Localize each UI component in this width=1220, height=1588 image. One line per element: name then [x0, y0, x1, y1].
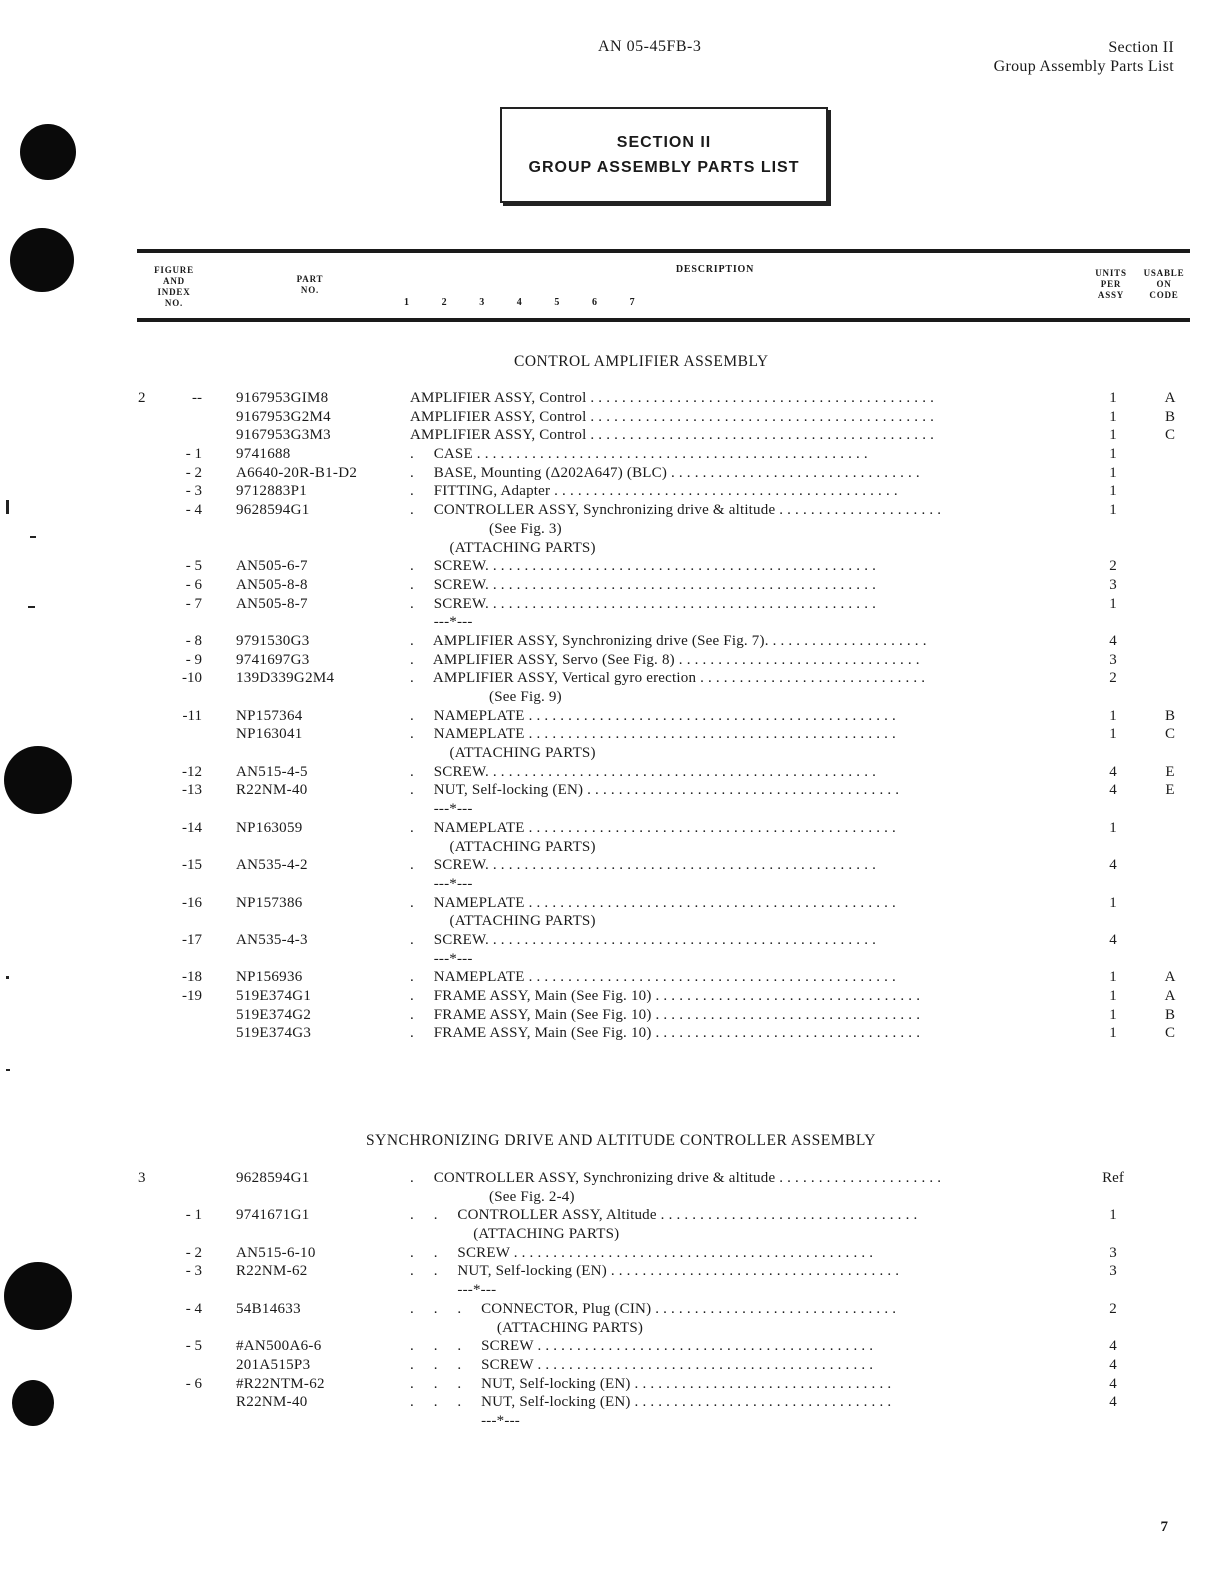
table-row	[0, 651, 1220, 670]
units-per-assy: 1	[1109, 819, 1117, 836]
table-row	[0, 1337, 1220, 1356]
table-row	[0, 632, 1220, 651]
units-per-assy: 4	[1109, 763, 1117, 780]
units-per-assy: 2	[1109, 558, 1117, 575]
description: . NUT, Self-locking (EN) . . . . . . . . . . . . . . . . . . . . . . . . . . . . . . . . . . . . . . . .	[410, 782, 900, 799]
units-per-assy: 1	[1109, 969, 1117, 986]
units-per-assy: 3	[1109, 1263, 1117, 1280]
units-per-assy-column-header: UNITS PER ASSY	[1095, 268, 1127, 300]
description: (ATTACHING PARTS)	[410, 539, 596, 556]
table-row	[0, 1281, 1220, 1300]
description: (ATTACHING PARTS)	[410, 745, 596, 762]
sync-drive-controller-heading: SYNCHRONIZING DRIVE AND ALTITUDE CONTROLLER ASSEMBLY	[366, 1132, 876, 1149]
part-number: AN505-8-8	[236, 576, 308, 593]
table-row	[0, 1393, 1220, 1412]
description: . FRAME ASSY, Main (See Fig. 10) . . . . . . . . . . . . . . . . . . . . . . . . . . . . . . . . . .	[410, 1025, 921, 1042]
table-row	[0, 539, 1220, 558]
units-per-assy: 1	[1109, 446, 1117, 463]
table-row	[0, 408, 1220, 427]
table-row	[0, 1244, 1220, 1263]
description: . CONTROLLER ASSY, Synchronizing drive & altitude . . . . . . . . . . . . . . . . . . . . .	[410, 502, 942, 519]
table-row	[0, 819, 1220, 838]
table-row	[0, 781, 1220, 800]
units-per-assy: 3	[1109, 576, 1117, 593]
units-per-assy: 4	[1109, 857, 1117, 874]
description-column-header: DESCRIPTION	[675, 264, 755, 275]
units-per-assy: 1	[1109, 1006, 1117, 1023]
description: (ATTACHING PARTS)	[410, 913, 596, 930]
description: . AMPLIFIER ASSY, Vertical gyro erection . . . . . . . . . . . . . . . . . . . . . . . . . . . . .	[410, 670, 926, 687]
index-number: - 4	[185, 502, 202, 519]
part-number: 139D339G2M4	[236, 670, 335, 687]
header-rule-bottom	[137, 318, 1190, 322]
header-rule-top	[137, 249, 1190, 253]
title-line-2: GROUP ASSEMBLY PARTS LIST	[528, 159, 800, 176]
table-row	[0, 912, 1220, 931]
units-per-assy: 1	[1109, 427, 1117, 444]
description: (ATTACHING PARTS)	[410, 1319, 644, 1336]
part-number: 519E374G1	[236, 988, 312, 1004]
units-per-assy: 4	[1109, 1356, 1117, 1373]
index-number: - 2	[185, 464, 202, 481]
title-line-1: SECTION II	[616, 134, 712, 151]
description: . NAMEPLATE . . . . . . . . . . . . . . . . . . . . . . . . . . . . . . . . . . . . . . . . . . . . . . .	[410, 969, 896, 986]
table-row	[0, 894, 1220, 913]
part-number: 9741697G3	[236, 651, 310, 668]
part-number: NP163041	[236, 726, 303, 743]
index-number: - 5	[185, 1338, 202, 1355]
usable-on-code-column-header: USABLE ON CODE	[1143, 268, 1185, 300]
description: . NAMEPLATE . . . . . . . . . . . . . . . . . . . . . . . . . . . . . . . . . . . . . . . . . . . . . . .	[410, 894, 896, 911]
units-per-assy: 4	[1109, 931, 1117, 948]
table-row	[0, 613, 1220, 632]
table-row	[0, 576, 1220, 595]
part-number: 9628594G1	[236, 1170, 310, 1186]
description: . AMPLIFIER ASSY, Synchronizing drive (See Fig. 7). . . . . . . . . . . . . . . . . . . . .	[410, 632, 927, 649]
part-number: A6640-20R-B1-D2	[236, 464, 358, 481]
part-number: AN505-8-7	[236, 595, 308, 612]
figure-number: 2	[138, 390, 146, 406]
part-number: AN515-4-5	[236, 763, 308, 780]
usable-on-code: B	[1164, 1006, 1175, 1023]
description: . SCREW. . . . . . . . . . . . . . . . . . . . . . . . . . . . . . . . . . . . . . . . . . . . . . . . . .	[410, 576, 877, 593]
binder-hole	[20, 124, 76, 180]
description: AMPLIFIER ASSY, Control . . . . . . . . . . . . . . . . . . . . . . . . . . . . . . . . . . . . . . . . . . . .	[410, 390, 935, 406]
description: . FITTING, Adapter . . . . . . . . . . . . . . . . . . . . . . . . . . . . . . . . . . . . . . . . . . . .	[410, 483, 898, 500]
table-row	[0, 707, 1220, 726]
table-row	[0, 800, 1220, 819]
units-per-assy: 4	[1109, 1375, 1117, 1392]
index-number: -14	[182, 819, 202, 836]
index-number: -15	[182, 857, 202, 874]
control-amplifier-parts-table	[0, 389, 1220, 1043]
index-number: - 2	[185, 1244, 202, 1261]
units-per-assy: 1	[1109, 1025, 1117, 1042]
usable-on-code: B	[1164, 408, 1175, 425]
description: . . . NUT, Self-locking (EN) . . . . . . . . . . . . . . . . . . . . . . . . . . . . . . . . .	[410, 1394, 892, 1411]
table-row	[0, 875, 1220, 894]
description: . NAMEPLATE . . . . . . . . . . . . . . . . . . . . . . . . . . . . . . . . . . . . . . . . . . . . . . .	[410, 726, 896, 743]
part-number: R22NM-62	[236, 1263, 308, 1280]
page-number: 7	[1160, 1519, 1168, 1535]
part-number: 9167953GIM8	[236, 390, 329, 406]
units-per-assy: 1	[1109, 483, 1117, 500]
description: AMPLIFIER ASSY, Control . . . . . . . . . . . . . . . . . . . . . . . . . . . . . . . . . . . . . . . . . . . .	[410, 427, 935, 444]
table-row	[0, 669, 1220, 688]
table-row	[0, 1375, 1220, 1394]
description: (See Fig. 3)	[410, 520, 562, 537]
units-per-assy: 4	[1109, 632, 1117, 649]
description: ---*---	[410, 801, 473, 818]
index-number: - 6	[185, 1375, 202, 1392]
binder-hole	[10, 228, 74, 292]
usable-on-code: B	[1164, 707, 1175, 724]
description: . SCREW. . . . . . . . . . . . . . . . . . . . . . . . . . . . . . . . . . . . . . . . . . . . . . . . . .	[410, 857, 877, 874]
description: . SCREW. . . . . . . . . . . . . . . . . . . . . . . . . . . . . . . . . . . . . . . . . . . . . . . . . .	[410, 931, 877, 948]
description: ---*---	[410, 875, 473, 892]
description: . . NUT, Self-locking (EN) . . . . . . . . . . . . . . . . . . . . . . . . . . . . . . . . . . . . .	[410, 1263, 900, 1280]
units-per-assy: 1	[1109, 595, 1117, 612]
sync-drive-controller-parts-table	[0, 1169, 1220, 1431]
part-number: NP157386	[236, 894, 303, 911]
part-number: 201A515P3	[236, 1356, 311, 1373]
part-number: NP156936	[236, 969, 303, 986]
units-per-assy: 4	[1109, 1338, 1117, 1355]
units-per-assy: 1	[1109, 464, 1117, 481]
description: . SCREW. . . . . . . . . . . . . . . . . . . . . . . . . . . . . . . . . . . . . . . . . . . . . . . . . .	[410, 763, 877, 780]
usable-on-code: C	[1164, 726, 1175, 743]
table-row	[0, 595, 1220, 614]
usable-on-code: C	[1164, 1025, 1175, 1042]
units-per-assy: 4	[1109, 1394, 1117, 1411]
index-number: - 6	[185, 576, 202, 593]
figure-index-column-header: FIGURE AND INDEX NO.	[154, 265, 194, 308]
index-number: - 1	[185, 446, 202, 463]
part-number: NP157364	[236, 707, 303, 724]
index-number: - 9	[185, 651, 202, 668]
units-per-assy: 1	[1109, 1207, 1117, 1224]
document-number: AN 05-45FB-3	[598, 38, 702, 55]
units-per-assy: 1	[1109, 726, 1117, 743]
usable-on-code: E	[1165, 763, 1175, 780]
table-row	[0, 950, 1220, 969]
indent-level-digits: 1 2 3 4 5 6 7	[404, 297, 635, 308]
part-number: 54B14633	[236, 1300, 301, 1317]
description: . SCREW. . . . . . . . . . . . . . . . . . . . . . . . . . . . . . . . . . . . . . . . . . . . . . . . . .	[410, 558, 877, 575]
description: . AMPLIFIER ASSY, Servo (See Fig. 8) . . . . . . . . . . . . . . . . . . . . . . . . . . . . . . .	[410, 651, 920, 668]
usable-on-code: E	[1165, 782, 1175, 799]
units-per-assy: 1	[1109, 502, 1117, 519]
description: . . CONTROLLER ASSY, Altitude . . . . . . . . . . . . . . . . . . . . . . . . . . . . . . . . .	[410, 1207, 918, 1224]
index-number: - 5	[185, 558, 202, 575]
table-row	[0, 557, 1220, 576]
part-number-column-header: PART NO.	[296, 274, 324, 295]
usable-on-code: A	[1164, 988, 1176, 1004]
part-number: #R22NTM-62	[236, 1375, 325, 1392]
table-row	[0, 1356, 1220, 1375]
table-row	[0, 763, 1220, 782]
table-row	[0, 1206, 1220, 1225]
part-number: AN535-4-2	[236, 857, 308, 874]
index-number: - 3	[185, 1263, 202, 1280]
units-per-assy: 1	[1109, 390, 1117, 406]
index-number: - 1	[185, 1207, 202, 1224]
table-row	[0, 1006, 1220, 1025]
units-per-assy: 4	[1109, 782, 1117, 799]
index-number: -12	[182, 763, 202, 780]
part-number: 519E374G3	[236, 1025, 312, 1042]
index-number: -17	[182, 931, 202, 948]
description: . . . CONNECTOR, Plug (CIN) . . . . . . . . . . . . . . . . . . . . . . . . . . . . . . .	[410, 1300, 897, 1317]
table-row	[0, 1319, 1220, 1338]
section-title-box	[500, 107, 828, 203]
index-number: -18	[182, 969, 202, 986]
part-number: 9741671G1	[236, 1207, 310, 1224]
description: (See Fig. 9)	[410, 689, 562, 705]
description: . SCREW. . . . . . . . . . . . . . . . . . . . . . . . . . . . . . . . . . . . . . . . . . . . . . . . . .	[410, 595, 877, 612]
units-per-assy: 1	[1109, 408, 1117, 425]
index-number: -16	[182, 894, 202, 911]
table-row	[0, 389, 1220, 408]
part-number: 9712883P1	[236, 483, 308, 500]
part-number: 9791530G3	[236, 632, 310, 649]
description: . . SCREW . . . . . . . . . . . . . . . . . . . . . . . . . . . . . . . . . . . . . . . . . . . . . .	[410, 1244, 874, 1261]
table-row	[0, 968, 1220, 987]
description: ---*---	[410, 950, 473, 967]
table-row	[0, 1225, 1220, 1244]
section-label: Section II	[1108, 39, 1174, 56]
table-row	[0, 501, 1220, 520]
table-row	[0, 445, 1220, 464]
table-row	[0, 520, 1220, 539]
index-number: -11	[182, 707, 202, 724]
units-per-assy: 2	[1109, 1300, 1117, 1317]
description: . . . SCREW . . . . . . . . . . . . . . . . . . . . . . . . . . . . . . . . . . . . . . . . . . .	[410, 1356, 874, 1373]
description: . NAMEPLATE . . . . . . . . . . . . . . . . . . . . . . . . . . . . . . . . . . . . . . . . . . . . . . .	[410, 819, 896, 836]
index-number: -19	[182, 988, 202, 1004]
table-row	[0, 725, 1220, 744]
index-number: -13	[182, 782, 202, 799]
part-number: AN515-6-10	[236, 1244, 316, 1261]
description: . . . SCREW . . . . . . . . . . . . . . . . . . . . . . . . . . . . . . . . . . . . . . . . . . .	[410, 1338, 874, 1355]
index-number: - 3	[185, 483, 202, 500]
description: (See Fig. 2-4)	[410, 1188, 575, 1205]
usable-on-code: A	[1164, 969, 1176, 986]
description: . CASE . . . . . . . . . . . . . . . . . . . . . . . . . . . . . . . . . . . . . . . . . . . . . . . . . .	[410, 446, 868, 463]
description: AMPLIFIER ASSY, Control . . . . . . . . . . . . . . . . . . . . . . . . . . . . . . . . . . . . . . . . . . . .	[410, 408, 935, 425]
description: (ATTACHING PARTS)	[410, 1226, 620, 1243]
table-row	[0, 1412, 1220, 1431]
part-number: #AN500A6-6	[236, 1338, 322, 1355]
usable-on-code: A	[1164, 390, 1176, 406]
running-header	[994, 38, 1174, 76]
table-row	[0, 426, 1220, 445]
description: . FRAME ASSY, Main (See Fig. 10) . . . . . . . . . . . . . . . . . . . . . . . . . . . . . . . . . .	[410, 1006, 921, 1023]
part-number: 519E374G2	[236, 1006, 312, 1023]
figure-number: 3	[138, 1170, 146, 1186]
table-row	[0, 856, 1220, 875]
index-number: - 4	[185, 1300, 202, 1317]
units-per-assy: 2	[1109, 670, 1117, 687]
description: ---*---	[410, 1282, 497, 1299]
description: . . . NUT, Self-locking (EN) . . . . . . . . . . . . . . . . . . . . . . . . . . . . . . . . .	[410, 1375, 892, 1392]
index-number: - 8	[185, 632, 202, 649]
table-row	[0, 1169, 1220, 1188]
part-number: AN505-6-7	[236, 558, 308, 575]
description: ---*---	[410, 1412, 520, 1429]
table-row	[0, 1262, 1220, 1281]
table-row	[0, 987, 1220, 1006]
part-number: NP163059	[236, 819, 303, 836]
part-number: 9741688	[236, 446, 291, 463]
part-number: 9167953G2M4	[236, 408, 331, 425]
table-row	[0, 1024, 1220, 1043]
scan-mark	[6, 1069, 10, 1071]
index-number: - 7	[185, 595, 202, 612]
index-number: -10	[182, 670, 202, 687]
description: . FRAME ASSY, Main (See Fig. 10) . . . . . . . . . . . . . . . . . . . . . . . . . . . . . . . . . .	[410, 988, 921, 1004]
section-title: Group Assembly Parts List	[993, 58, 1174, 75]
table-row	[0, 1188, 1220, 1207]
part-number: R22NM-40	[236, 1394, 308, 1411]
table-row	[0, 482, 1220, 501]
table-row	[0, 838, 1220, 857]
units-per-assy: 1	[1109, 988, 1117, 1004]
part-number: AN535-4-3	[236, 931, 308, 948]
description: (ATTACHING PARTS)	[410, 838, 596, 855]
table-row	[0, 931, 1220, 950]
units-per-assy: 3	[1109, 651, 1117, 668]
control-amplifier-heading: CONTROL AMPLIFIER ASSEMBLY	[514, 353, 769, 370]
part-number: 9628594G1	[236, 502, 310, 519]
table-row	[0, 464, 1220, 483]
description: ---*---	[410, 614, 473, 631]
units-per-assy: 1	[1109, 894, 1117, 911]
part-number: 9167953G3M3	[236, 427, 331, 444]
index-number: --	[192, 390, 202, 406]
usable-on-code: C	[1164, 427, 1175, 444]
units-per-assy: 1	[1109, 707, 1117, 724]
table-row	[0, 1300, 1220, 1319]
description: . NAMEPLATE . . . . . . . . . . . . . . . . . . . . . . . . . . . . . . . . . . . . . . . . . . . . . . .	[410, 707, 896, 724]
part-number: R22NM-40	[236, 782, 308, 799]
table-row	[0, 688, 1220, 707]
units-per-assy: Ref	[1102, 1170, 1124, 1186]
description: . BASE, Mounting (Δ202A647) (BLC) . . . . . . . . . . . . . . . . . . . . . . . . . . . . . . . .	[410, 464, 920, 481]
table-row	[0, 744, 1220, 763]
units-per-assy: 3	[1109, 1244, 1117, 1261]
description: . CONTROLLER ASSY, Synchronizing drive & altitude . . . . . . . . . . . . . . . . . . . . .	[410, 1170, 942, 1186]
